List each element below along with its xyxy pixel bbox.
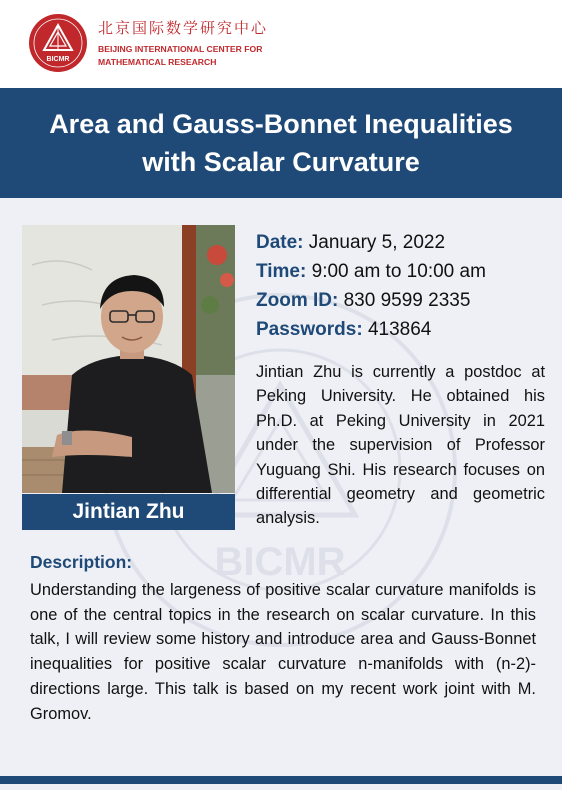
zoom-line (256, 290, 470, 312)
password-line (256, 319, 431, 341)
date-line (256, 232, 445, 254)
password-label: Passwords: (256, 319, 363, 340)
password-value: 413864 (367, 319, 432, 340)
bicmr-logo-icon (28, 13, 88, 73)
org-name-chinese: 北京国际数学研究中心 (98, 19, 269, 37)
footer-bar (0, 776, 562, 784)
description-text: Understanding the largeness of positive scalar curvature manifolds is one of the central topics in the research on scalar curvature. In this talk, I will review some history and introduce area and Gauss-Bonnet inequalities for positive scalar curvature n-manifolds with (n-2)-directions large. This talk is based on my recent work joint with M. Gromov. (30, 581, 536, 723)
date-value: January 5, 2022 (308, 232, 446, 253)
time-line (256, 261, 486, 283)
org-name-english (98, 43, 262, 69)
description-heading: Description: (30, 552, 133, 572)
time-value: 9:00 am to 10:00 am (311, 261, 486, 282)
speaker-photo (22, 225, 235, 493)
speaker-bio: Jintian Zhu is currently a postdoc at Peking University. He obtained his Ph.D. at Peking University in 2021 under the supervision of Professor Yuguang Shi. His research focuses on differential geometry and geometric analysis. (256, 363, 545, 528)
talk-title-line2: with Scalar Curvature (142, 147, 420, 177)
date-label: Date: (256, 232, 304, 253)
org-name-english-line1: BEIJING INTERNATIONAL CENTER FOR (98, 44, 263, 54)
logo-text: BICMR (46, 56, 70, 63)
org-name-english-line2: MATHEMATICAL RESEARCH (98, 57, 217, 67)
talk-title-line1: Area and Gauss-Bonnet Inequalities (49, 109, 513, 139)
zoom-value: 830 9599 2335 (343, 290, 471, 311)
watermark-text: BICMR (214, 540, 346, 584)
header (0, 0, 562, 88)
speaker-name: Jintian Zhu (22, 494, 235, 530)
time-label: Time: (256, 261, 307, 282)
talk-title (0, 88, 562, 198)
zoom-label: Zoom ID: (256, 290, 339, 311)
